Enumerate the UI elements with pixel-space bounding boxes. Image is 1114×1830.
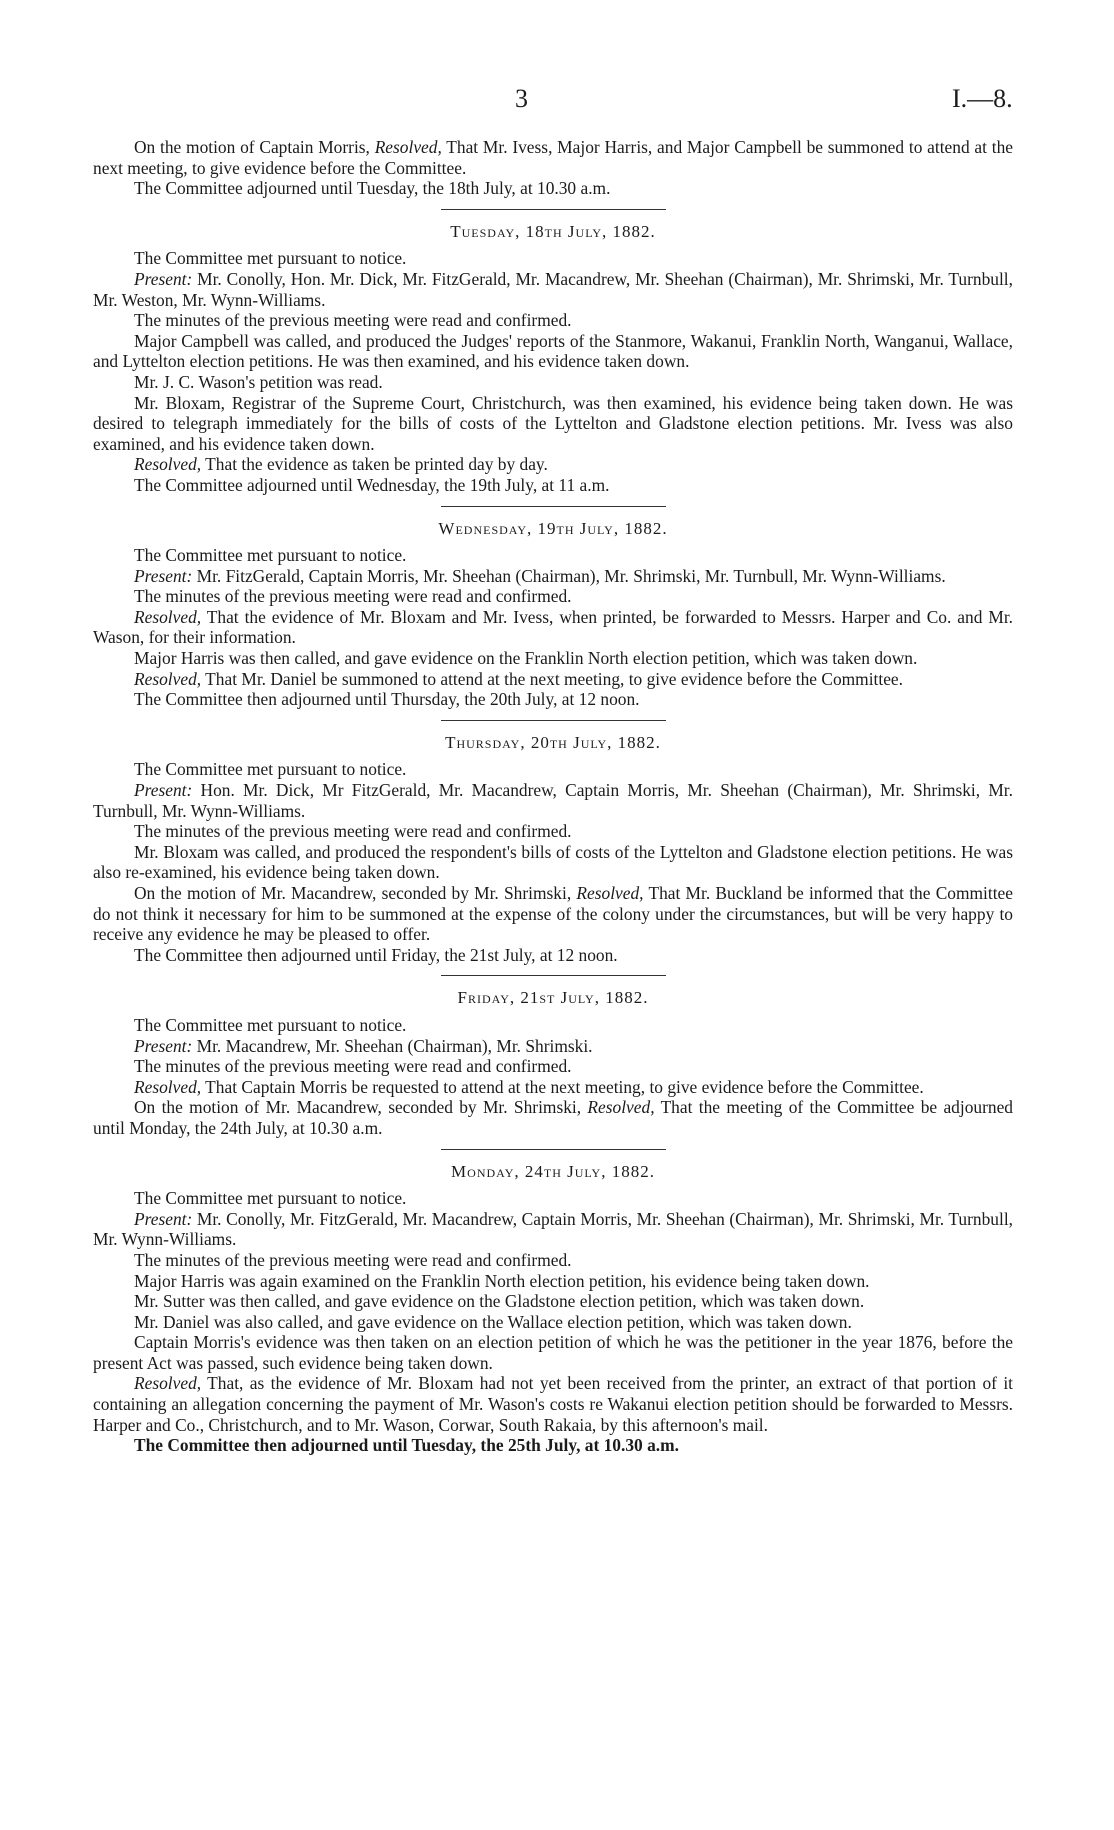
paragraph: The Committee met pursuant to notice.: [134, 1188, 407, 1209]
resolved-paragraph: Resolved, That the evidence as taken be printed day by day.: [134, 454, 548, 475]
paragraph: Mr. Daniel was also called, and gave evidence on the Wallace election petition, which was taken down.: [134, 1311, 852, 1332]
paragraph: The minutes of the previous meeting were read and confirmed.: [134, 821, 572, 842]
paragraph: The Committee then adjourned until Thursday, the 20th July, at 12 noon.: [134, 689, 640, 710]
section-divider: [441, 506, 666, 507]
paragraph: The Committee then adjourned until Friday, the 21st July, at 12 noon.: [134, 944, 618, 965]
section-heading: Thursday, 20th July, 1882.: [445, 732, 661, 752]
paragraph: Mr. Bloxam, Registrar of the Supreme Court, Christchurch, was then examined, his evidence being taken down. He was desired to telegraph immediately for the bills of costs of the Lyttelton and Gladstone election petitions. Mr. Ivess was also examined, and his evidence taken down.: [93, 392, 1013, 454]
present-paragraph: Present: Mr. Conolly, Mr. FitzGerald, Mr. Macandrew, Captain Morris, Mr. Sheehan (Chairman), Mr. Shrimski, Mr. Turnbull, Mr. Wynn-Williams.: [93, 1208, 1013, 1250]
paragraph: The Committee met pursuant to notice.: [134, 759, 407, 780]
present-paragraph: Present: Mr. Macandrew, Mr. Sheehan (Chairman), Mr. Shrimski.: [134, 1035, 593, 1056]
paragraph: Mr. Sutter was then called, and gave evidence on the Gladstone election petition, which was taken down.: [134, 1291, 865, 1312]
section-divider: [441, 975, 666, 976]
motion-paragraph: On the motion of Mr. Macandrew, seconded by Mr. Shrimski, Resolved, That the meeting of the Committee be adjourned until Monday, the 24th July, at 10.30 a.m.: [93, 1097, 1013, 1138]
paragraph: The Committee met pursuant to notice.: [134, 545, 407, 566]
resolved-paragraph: Resolved, That, as the evidence of Mr. Bloxam had not yet been received from the printer, an extract of that portion of it containing an allegation concerning the payment of Mr. Wason's costs re Wakanui election petition should be forwarded to Messrs. Harper and Co., Christchurch, and to Mr. Wason, Corwar, South Rakaia, by this afternoon's mail.: [93, 1373, 1013, 1435]
intro-motion-paragraph: On the motion of Captain Morris, Resolved, That Mr. Ivess, Major Harris, and Major Campbell be summoned to attend at the next meeting, to give evidence before the Committee.: [93, 137, 1013, 178]
intro-adjournment-paragraph: The Committee adjourned until Tuesday, the 18th July, at 10.30 a.m.: [134, 178, 611, 199]
paragraph: Major Campbell was called, and produced the Judges' reports of the Stanmore, Wakanui, Franklin North, Wanganui, Wallace, and Lyttelton election petitions. He was then examined, and his evidence taken down.: [93, 330, 1013, 372]
paragraph: The minutes of the previous meeting were read and confirmed.: [134, 586, 572, 607]
present-paragraph: Present: Mr. Conolly, Hon. Mr. Dick, Mr. FitzGerald, Mr. Macandrew, Mr. Sheehan (Chairman), Mr. Shrimski, Mr. Turnbull, Mr. Weston, Mr. Wynn-Williams.: [93, 268, 1013, 310]
resolved-paragraph: Resolved, That the evidence of Mr. Bloxam and Mr. Ivess, when printed, be forwarded to Messrs. Harper and Co. and Mr. Wason, for their information.: [93, 606, 1013, 648]
section-heading: Wednesday, 19th July, 1882.: [438, 518, 668, 538]
paragraph: The Committee adjourned until Wednesday, the 19th July, at 11 a.m.: [134, 474, 610, 495]
section-divider: [441, 209, 666, 210]
paragraph: Major Harris was then called, and gave evidence on the Franklin North election petition, which was taken down.: [134, 648, 918, 669]
section-divider: [441, 720, 666, 721]
paragraph: The minutes of the previous meeting were read and confirmed.: [134, 1056, 572, 1077]
section-divider: [441, 1149, 666, 1150]
document-body: [93, 137, 1013, 1456]
paragraph: Mr. J. C. Wason's petition was read.: [134, 371, 383, 392]
paragraph: The Committee met pursuant to notice.: [134, 248, 407, 269]
document-reference: I.—8.: [952, 84, 1013, 113]
present-paragraph: Present: Mr. FitzGerald, Captain Morris, Mr. Sheehan (Chairman), Mr. Shrimski, Mr. Turnbull, Mr. Wynn-Williams.: [134, 565, 946, 586]
section-heading: Monday, 24th July, 1882.: [451, 1161, 655, 1181]
final-adjournment-paragraph: The Committee then adjourned until Tuesday, the 25th July, at 10.30 a.m.: [134, 1435, 679, 1456]
paragraph: The minutes of the previous meeting were read and confirmed.: [134, 310, 572, 331]
resolved-paragraph: Resolved, That Mr. Daniel be summoned to attend at the next meeting, to give evidence before the Committee.: [134, 668, 903, 689]
motion-paragraph: On the motion of Mr. Macandrew, seconded by Mr. Shrimski, Resolved, That Mr. Buckland be informed that the Committee do not think it necessary for him to be summoned at the expense of the colony under the circumstances, but will be very happy to receive any evidence he may be pleased to offer.: [93, 883, 1013, 945]
paragraph: The minutes of the previous meeting were read and confirmed.: [134, 1249, 572, 1270]
present-paragraph: Present: Hon. Mr. Dick, Mr FitzGerald, Mr. Macandrew, Captain Morris, Mr. Sheehan (Chairman), Mr. Shrimski, Mr. Turnbull, Mr. Wynn-Williams.: [93, 780, 1013, 821]
paragraph: Mr. Bloxam was called, and produced the respondent's bills of costs of the Lyttelton and Gladstone election petitions. He was also re-examined, his evidence being taken down.: [93, 841, 1013, 883]
section-heading: Friday, 21st July, 1882.: [457, 988, 649, 1008]
paragraph: The Committee met pursuant to notice.: [134, 1014, 407, 1035]
resolved-paragraph: Resolved, That Captain Morris be requested to attend at the next meeting, to give evidence before the Committee.: [134, 1076, 924, 1097]
paragraph: Captain Morris's evidence was then taken on an election petition of which he was the petitioner in the year 1876, before the present Act was passed, such evidence being taken down.: [93, 1332, 1013, 1373]
section-heading: Tuesday, 18th July, 1882.: [450, 221, 656, 241]
paragraph: Major Harris was again examined on the Franklin North election petition, his evidence being taken down.: [134, 1270, 870, 1291]
page-number: 3: [515, 84, 528, 113]
page-header: [0, 84, 1114, 116]
